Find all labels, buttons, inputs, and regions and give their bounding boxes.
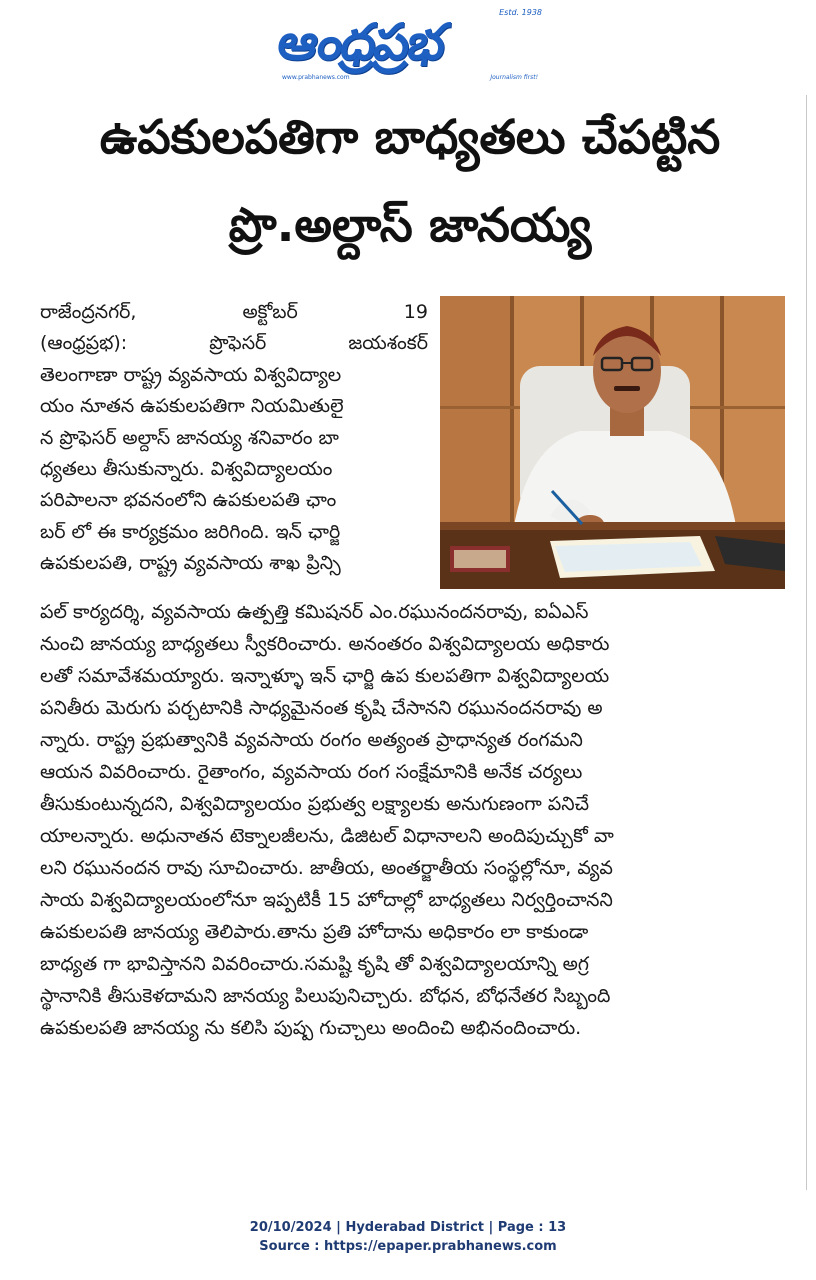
article-word-group: (ఆంధ్రప్రభ): — [40, 332, 128, 355]
article-line — [40, 328, 428, 359]
article-line — [40, 916, 784, 948]
article-word-group: బర్ లో ఈ కార్యక్రమం జరిగింది. ఇన్ ఛార్జి — [40, 520, 341, 543]
article-word-group: పరిపాలనా భవనంలోని ఉపకులపతి ఛాం — [40, 489, 337, 512]
article-line — [40, 820, 784, 852]
article-word-group: ధ్యతలు తీసుకున్నారు. విశ్వవిద్యాలయం — [40, 457, 333, 480]
article-line-text: ఆయన వివరించారు. రైతాంగం, వ్యవసాయ రంగ సంక్షేమానికి అనేక చర్యలు — [40, 761, 583, 783]
article-word-group: జయశంకర్ — [348, 332, 428, 355]
article-line-text: సాయ విశ్వవిద్యాలయంలోనూ ఇప్పటికీ 15 హోదాల్లో బాధ్యతలు నిర్వర్తించానని — [40, 889, 613, 911]
article-line — [40, 724, 784, 756]
footer-date-line: 20/10/2024 | Hyderabad District | Page : 13 — [249, 1220, 567, 1235]
logo-website: www.prabhanews.com — [282, 74, 350, 81]
article-word-group: 19 — [403, 301, 428, 323]
logo-tagline: Journalism first! — [490, 74, 538, 81]
article-word-group: ప్రొఫెసర్ — [209, 332, 267, 355]
article-line-text: తీసుకుంటున్నదని, విశ్వవిద్యాలయం ప్రభుత్వ లక్ష్యాలకు అనుగుణంగా పనిచే — [40, 793, 590, 815]
article-line — [40, 596, 784, 628]
article-body-top — [40, 297, 428, 580]
article-word-group: రాజేంద్రనగర్, — [40, 301, 137, 323]
article-word-group: యం నూతన ఉపకులపతిగా నియమితులై — [40, 395, 344, 418]
article-line-text: యాలన్నారు. అధునాతన టెక్నాలజీలను, డిజిటల్ విధానాలని అందిపుచ్చుకో వా — [40, 825, 614, 847]
article-line — [40, 454, 428, 485]
masthead — [270, 8, 550, 86]
article-line — [40, 756, 784, 788]
established-year: Estd. 1938 — [499, 8, 542, 17]
article-line — [40, 660, 784, 692]
article-line — [40, 548, 428, 579]
article-word-group: అక్టోబర్ — [242, 301, 298, 323]
article-word-group: ఉపకులపతి, రాష్ట్ర వ్యవసాయ శాఖ ప్రిన్సి — [40, 552, 341, 575]
article-line — [40, 360, 428, 391]
footer-source-line: Source : https://epaper.prabhanews.com — [259, 1239, 557, 1254]
article-line-text: పనితీరు మెరుగు పర్చటానికి సాధ్యమైనంత కృషి చేసానని రఘునందనరావు అ — [40, 697, 603, 719]
article-line-text: స్థానానికి తీసుకెళదామని జానయ్య పిలుపునిచ్చారు. బోధన, బోధనేతర సిబ్బంది — [40, 985, 611, 1007]
article-line-text: బాధ్యత గా భావిస్తానని వివరించారు.సమష్టి కృషి తో విశ్వవిద్యాలయాన్ని అగ్ర — [40, 953, 589, 975]
article-line — [40, 391, 428, 422]
article-line — [40, 692, 784, 724]
article-line — [40, 884, 784, 916]
article-body-bottom — [40, 596, 784, 1044]
headline-line-1: ఉపకులపతిగా బాధ్యతలు చేపట్టిన — [99, 110, 721, 165]
article-line-text: ఉపకులపతి జానయ్య తెలిపారు.తాను ప్రతి హోదాను అధికారం లా కాకుండా — [40, 921, 589, 943]
article-line — [40, 628, 784, 660]
article-line — [40, 485, 428, 516]
article-line-text: లతో సమావేశమయ్యారు. ఇన్నాళ్ళూ ఇన్ ఛార్జి ఉప కులపతిగా విశ్వవిద్యాలయ — [40, 665, 610, 687]
article-line-text: లని రఘునందన రావు సూచించారు. జాతీయ, అంతర్జాతీయ సంస్థల్లోనూ, వ్యవ — [40, 857, 613, 879]
article-line — [40, 948, 784, 980]
article-line — [40, 423, 428, 454]
article-word-group: తెలంగాణా రాష్ట్ర వ్యవసాయ విశ్వవిద్యాల — [40, 363, 342, 386]
column-divider — [806, 95, 807, 1190]
article-line-text: నుంచి జానయ్య బాధ్యతలు స్వీకరించారు. అనంతరం విశ్వవిద్యాలయ అధికారు — [40, 633, 610, 655]
article-line-text: ఉపకులపతి జానయ్య ను కలిసి పుష్ప గుచ్చాలు అందించి అభినందించారు. — [40, 1017, 582, 1039]
newspaper-logo: ఆంధ్రప్రభ — [273, 13, 448, 71]
article-line-text: న్నారు. రాష్ట్ర ప్రభుత్వానికి వ్యవసాయ రంగం అత్యంత ప్రాధాన్యత రంగమని — [40, 729, 583, 751]
page-footer — [0, 1218, 816, 1256]
article-line-text: పల్ కార్యదర్శి, వ్యవసాయ ఉత్పత్తి కమిషనర్ ఎం.రఘునందనరావు, ఐఏఎస్ — [40, 601, 589, 623]
article-word-group: న ప్రొఫెసర్ అల్దాస్ జానయ్య శనివారం బా — [40, 426, 339, 449]
article-line — [40, 852, 784, 884]
headline-line-2: ప్రొ.అల్దాస్ జానయ్య — [228, 198, 592, 253]
article-line — [40, 788, 784, 820]
article-line — [40, 517, 428, 548]
article-line — [40, 980, 784, 1012]
article-photo — [440, 296, 785, 589]
article-line — [40, 297, 428, 328]
article-line — [40, 1012, 784, 1044]
